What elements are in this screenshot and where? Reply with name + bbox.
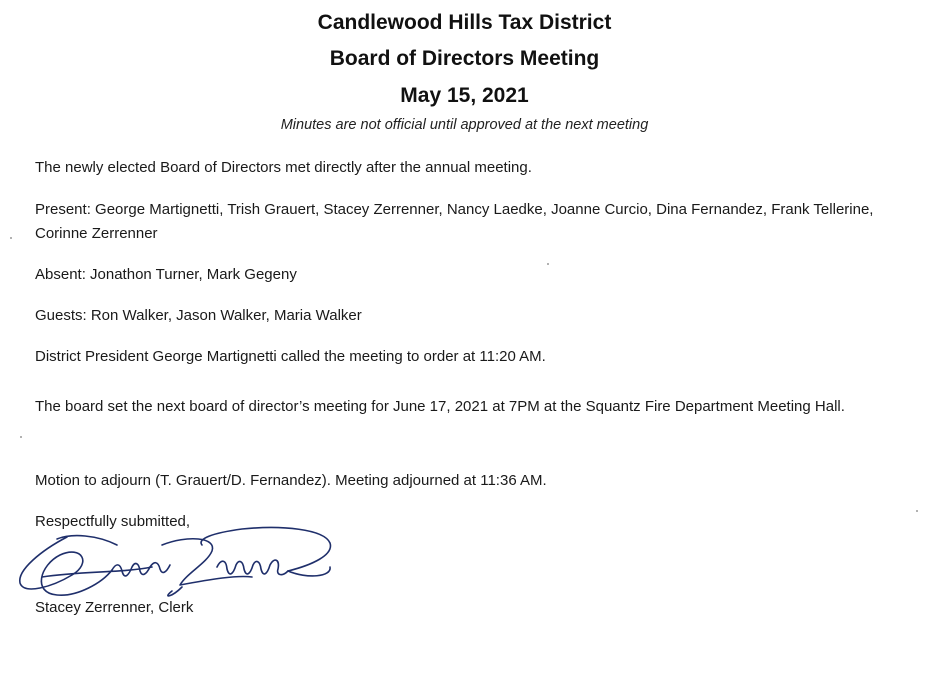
organization-title: Candlewood Hills Tax District xyxy=(317,11,612,34)
scan-speck xyxy=(20,436,22,438)
opening-paragraph: The newly elected Board of Directors met directly after the annual meeting. xyxy=(35,159,532,176)
absent-paragraph: Absent: Jonathon Turner, Mark Gegeny xyxy=(35,266,297,283)
present-paragraph: Present: George Martignetti, Trish Grauert, Stacey Zerrenner, Nancy Laedke, Joanne Curcio, Dina Fernandez, Frank Tellerine, Corinne Zerrenner xyxy=(35,201,874,242)
disclaimer-note: Minutes are not official until approved at the next meeting xyxy=(280,117,649,133)
scan-speck xyxy=(547,263,549,265)
call-to-order-paragraph: District President George Martignetti called the meeting to order at 11:20 AM. xyxy=(35,348,546,365)
signer-line: Stacey Zerrenner, Clerk xyxy=(35,599,194,616)
guests-paragraph: Guests: Ron Walker, Jason Walker, Maria Walker xyxy=(35,307,362,324)
closing-salutation: Respectfully submitted, xyxy=(35,513,191,530)
handwritten-signature xyxy=(12,515,342,605)
next-meeting-paragraph: The board set the next board of director’s meeting for June 17, 2021 at 7PM at the Squantz Fire Department Meeting Hall. xyxy=(35,398,845,415)
adjourn-paragraph: Motion to adjourn (T. Grauert/D. Fernandez). Meeting adjourned at 11:36 AM. xyxy=(35,472,547,489)
meeting-title: Board of Directors Meeting xyxy=(329,47,600,70)
scan-speck xyxy=(916,510,918,512)
scan-speck xyxy=(10,237,12,239)
meeting-date: May 15, 2021 xyxy=(400,84,529,107)
